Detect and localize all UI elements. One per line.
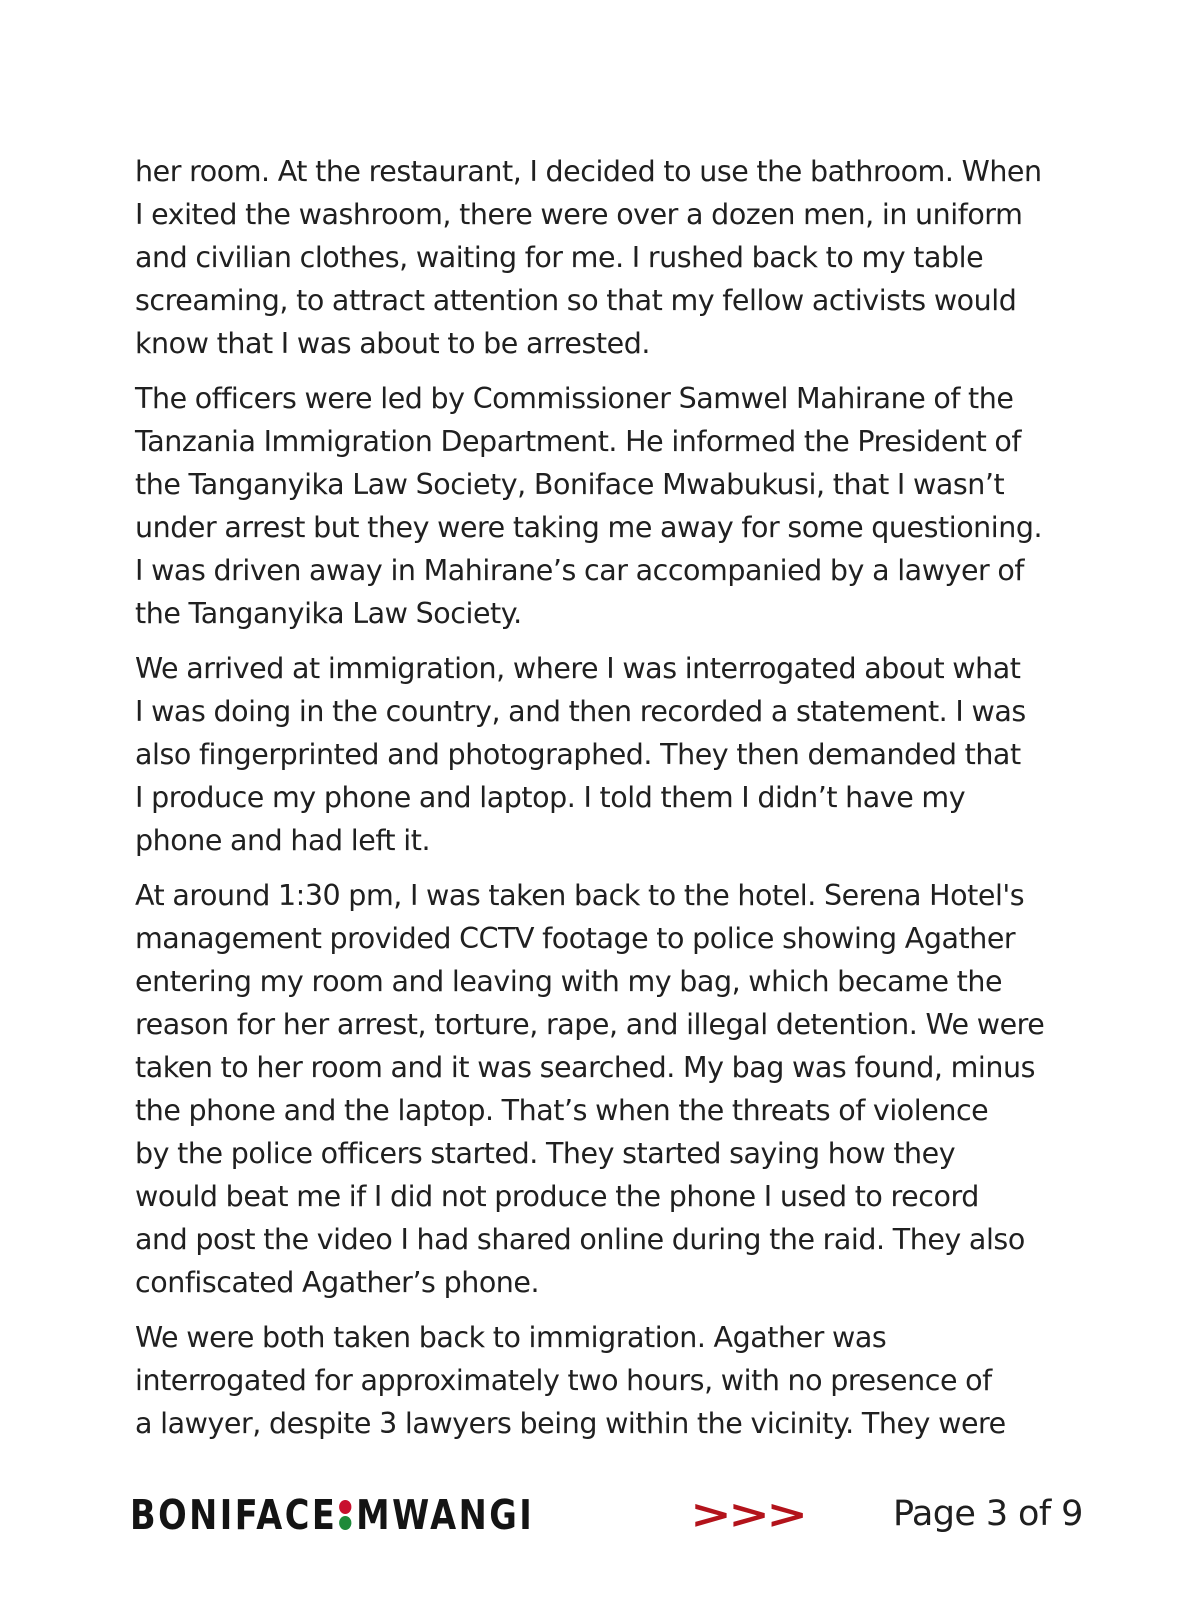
paragraph-1 bbox=[135, 150, 1083, 365]
text-line: and post the video I had shared online during the raid. They also bbox=[135, 1223, 1025, 1256]
text-line: by the police officers started. They started saying how they bbox=[135, 1137, 956, 1170]
text-line: I exited the washroom, there were over a dozen men, in uniform bbox=[135, 198, 1023, 231]
text-line: At around 1:30 pm, I was taken back to the hotel. Serena Hotel's bbox=[135, 879, 1025, 912]
text-line: her room. At the restaurant, I decided to use the bathroom. When bbox=[135, 155, 1042, 188]
page-number: Page 3 of 9 bbox=[893, 1494, 1083, 1534]
green-dot-icon bbox=[339, 1516, 351, 1530]
text-line: phone and had left it. bbox=[135, 824, 431, 857]
paragraph-4 bbox=[135, 874, 1083, 1304]
text-line: entering my room and leaving with my bag, which became the bbox=[135, 965, 1003, 998]
text-line: and civilian clothes, waiting for me. I rushed back to my table bbox=[135, 241, 984, 274]
page-footer bbox=[0, 1480, 1200, 1550]
text-line: also fingerprinted and photographed. They then demanded that bbox=[135, 738, 1021, 771]
boniface-mwangi-logo bbox=[130, 1490, 534, 1540]
text-line: would beat me if I did not produce the phone I used to record bbox=[135, 1180, 979, 1213]
text-line: management provided CCTV footage to police showing Agather bbox=[135, 922, 1016, 955]
paragraph-3 bbox=[135, 647, 1083, 862]
text-line: I produce my phone and laptop. I told them I didn’t have my bbox=[135, 781, 966, 814]
text-line: the Tanganyika Law Society, Boniface Mwabukusi, that I wasn’t bbox=[135, 468, 1005, 501]
paragraph-5 bbox=[135, 1316, 1083, 1445]
text-line: a lawyer, despite 3 lawyers being within the vicinity. They were bbox=[135, 1407, 1006, 1440]
text-line: the phone and the laptop. That’s when the threats of violence bbox=[135, 1094, 989, 1127]
text-line: We were both taken back to immigration. Agather was bbox=[135, 1321, 887, 1354]
logo-text-boniface: BONIFACE bbox=[130, 1491, 338, 1539]
text-line: The officers were led by Commissioner Samwel Mahirane of the bbox=[135, 382, 1014, 415]
document-body bbox=[135, 150, 1083, 1457]
logo-dots-icon bbox=[339, 1493, 351, 1537]
next-page-arrows-icon: >>> bbox=[690, 1492, 805, 1538]
text-line: under arrest but they were taking me away for some questioning. bbox=[135, 511, 1043, 544]
logo-text-mwangi: MWANGI bbox=[356, 1491, 535, 1539]
paragraph-2 bbox=[135, 377, 1083, 635]
text-line: Tanzania Immigration Department. He informed the President of bbox=[135, 425, 1021, 458]
text-line: taken to her room and it was searched. My bag was found, minus bbox=[135, 1051, 1036, 1084]
text-line: reason for her arrest, torture, rape, and illegal detention. We were bbox=[135, 1008, 1045, 1041]
text-line: know that I was about to be arrested. bbox=[135, 327, 650, 360]
text-line: interrogated for approximately two hours, with no presence of bbox=[135, 1364, 992, 1397]
text-line: the Tanganyika Law Society. bbox=[135, 597, 522, 630]
text-line: confiscated Agather’s phone. bbox=[135, 1266, 540, 1299]
text-line: We arrived at immigration, where I was interrogated about what bbox=[135, 652, 1021, 685]
text-line: I was driven away in Mahirane’s car accompanied by a lawyer of bbox=[135, 554, 1024, 587]
text-line: I was doing in the country, and then recorded a statement. I was bbox=[135, 695, 1026, 728]
red-dot-icon bbox=[339, 1500, 351, 1514]
text-line: screaming, to attract attention so that my fellow activists would bbox=[135, 284, 1017, 317]
